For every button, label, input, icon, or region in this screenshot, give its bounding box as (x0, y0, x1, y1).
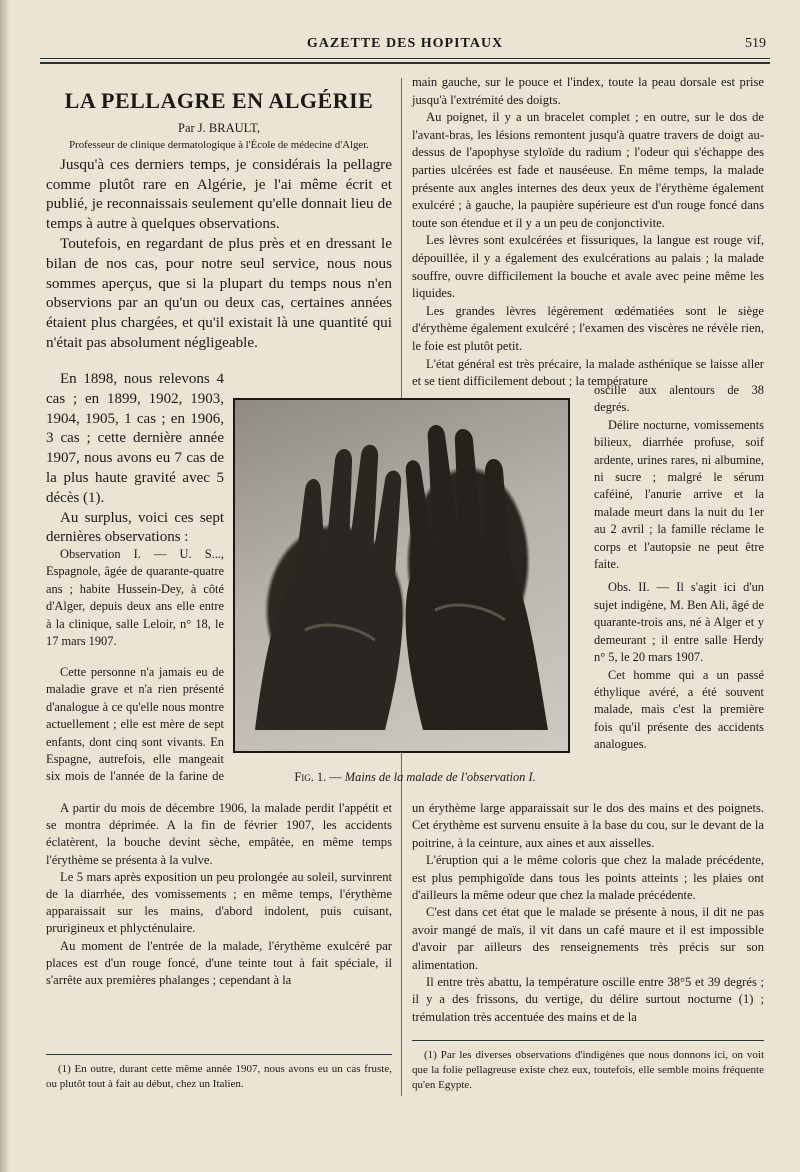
observation-1-paragraph: Le 5 mars après exposition un peu prolongée au soleil, survinrent de la diarrhée, des vomissements ; en même temps, l'érythème apparaissait sur les mains, d'abord indolent, puis cuisant, prurigineux et phlycténulaire. (46, 869, 392, 936)
header-rule-thick (40, 62, 770, 64)
running-head (40, 36, 770, 56)
right-paragraph: Les lèvres sont exulcérées et fissuriques, la langue est rouge vif, dépouillée, il y a également des exulcérations au palais ; la malade souffre, ouvre difficilement la bouche et avale avec peine même les liquides. (412, 233, 764, 301)
right-paragraph: L'état général est très précaire, la malade asthénique se laisse aller et se tient difficilement debout ; la température (412, 356, 764, 389)
figure-hands-photo (233, 398, 570, 753)
right-hand-shape (406, 425, 548, 730)
left-beside-figure (46, 370, 224, 548)
right-paragraph: Au poignet, il y a un bracelet complet ; en outre, sur le dos de l'avant-bras, les lésions remontent jusqu'à quatre travers de doigt au-dessus de l'apophyse styloïde du radium ; l'odeur qui s'échappe des parties ulcérées est fade et nauséeuse. En même temps, la malade présente aux angles internes des deux yeux de l'érythème également exulcéré ; à gauche, la paupière supérieure est d'un rouge foncé dans toute son étendue et il y a un peu de conjonctivite. (412, 110, 764, 230)
right-beside-figure (594, 382, 764, 754)
left-footnote (46, 1062, 392, 1092)
right-column-top (412, 74, 764, 391)
observation-1-paragraph: Cette personne n'a jamais eu de maladie grave et n'a rien présenté d'analogue à ce qu'elle nous montre actuellement ; elle est mère de sept enfants, dont cinq sont vivants. En Espagne, autrefois, elle mangeait six mois de l'année de la farine de (46, 665, 224, 784)
page-binding-shadow (0, 0, 10, 1172)
lede-paragraph: En 1898, nous relevons 4 cas ; en 1899, 1902, 1903, 1904, 1905, 1 cas ; en 1906, 3 cas ; cette dernière année 1907, nous avons eu 7 cas de la plus haute gravité avec 5 décès (1). (46, 371, 224, 506)
observation-1-paragraph: Au moment de l'entrée de la malade, l'érythème exulcéré par places est d'un rouge foncé, d'une teinte tout à fait spéciale, il s'arrête aux premières phalanges ; cependant à la (46, 938, 392, 988)
right-paragraph: Délire nocturne, vomissements bilieux, diarrhée profuse, soif ardente, urines rares, ni albumine, ni sucre ; malgré le sérum caféiné, l'anurie arrive et la malade meurt dans la nuit du 1er au 2 avril ; la famille réclame le corps et l'autopsie ne peut être faite. (594, 417, 764, 572)
running-title: GAZETTE DES HOPITAUX (306, 36, 504, 51)
right-footnote-rule (412, 1040, 764, 1041)
observation-1-paragraph: A partir du mois de décembre 1906, la malade perdit l'appétit et se montra déprimée. A la fin de février 1907, les accidents éclatèrent, la bouche devint sèche, empâtée, en même temps l'érythème se présenta à la vulve. (46, 801, 392, 867)
right-paragraph: Les grandes lèvres légèrement œdématiées sont le siège d'érythème également exulcéré ; l'examen des viscères ne révèle rien, le foie est plutôt petit. (412, 303, 764, 353)
right-paragraph: un érythème large apparaissait sur le dos des mains et des poignets. Cet érythème est survenu ensuite à la base du cou, sur le devant de la poitrine, à la ceinture, aux aines et aux aisselles. (412, 801, 764, 850)
lede-paragraph: Au surplus, voici ces sept dernières observations : (46, 509, 224, 546)
affiliation: Professeur de clinique dermatologique à l'École de médecine d'Alger. (69, 139, 369, 152)
article-title: LA PELLAGRE EN ALGÉRIE (64, 88, 374, 113)
footnote-text: (1) Par les diverses observations d'indigènes que nous donnons ici, on voit que la folie pellagreuse existe chez eux, toutefois, elle semble moins fréquente qu'en Egypte. (412, 1049, 764, 1091)
observation-1-second-paragraph (46, 664, 224, 784)
hands-illustration (235, 400, 568, 751)
observation-1-paragraph: Observation I. — U. S..., Espagnole, âgée de quarante-quatre ans ; habite Hussein-Dey, à côté d'Alger, depuis deux ans elle entre à la clinique, salle Leloir, n° 18, le 17 mars 1907. (46, 547, 224, 649)
figure-caption-text: Mains de la malade de l'observation I. (344, 770, 536, 784)
lede-paragraph: Jusqu'à ces derniers temps, je considérais la pellagre comme plutôt rare en Algérie, je l'ai même écrit et publié, je reconnaissais seulement qu'elle donnait lieu de temps à autre à quelques observations. (46, 155, 392, 233)
figure-caption (270, 770, 560, 785)
right-paragraph: L'éruption qui a le même coloris que chez la malade précédente, est plus pemphigoïde dans tous les points atteints ; les plaies ont d'ailleurs la même odeur que chez la malade précédente. (412, 853, 764, 903)
header-rule-thin (40, 58, 770, 59)
observation-1-continued (46, 800, 392, 989)
observation-1-beside (46, 546, 224, 650)
footnote-text: (1) En outre, durant cette même année 1907, nous avons eu un cas fruste, ou plutôt tout à fait au début, chez un Italien. (46, 1063, 392, 1090)
right-paragraph: Cet homme qui a un passé éthylique avéré, a été souvent malade, mais c'est la première fois qu'il présente des accidents analogues. (594, 667, 764, 752)
byline: Par J. BRAULT, (178, 120, 260, 135)
right-paragraph: Il entre très abattu, la température oscille entre 38°5 et 39 degrés ; il y a des frissons, du vertige, du délire surtout nocturne (1) ; trémulation très accentuée des mains et de la (412, 975, 764, 1024)
lede-paragraph: Toutefois, en regardant de plus près et en dressant le bilan de nos cas, pour notre seul service, nous nous sommes aperçus, que si la plupart du temps nous n'en observions par an qu'un ou deux cas, certaines années étaient plus chargées, et qu'il existait là une quantité qui n'était pas absolument négligeable. (46, 234, 392, 351)
right-paragraph: main gauche, sur le pouce et l'index, toute la peau dorsale est prise jusqu'à l'extrémité des doigts. (412, 75, 764, 107)
left-column (46, 78, 392, 353)
page-number: 519 (745, 36, 766, 51)
figure-caption-prefix: Fig. 1. — (294, 770, 342, 784)
right-footnote (412, 1048, 764, 1093)
right-paragraph: C'est dans cet état que le malade se présente à nous, il dit ne pas avoir mangé de maïs, il vit dans un café maure et il est impossible d'avoir par ailleurs des renseignements très précis sur son alimentation. (412, 905, 764, 972)
left-footnote-rule (46, 1054, 392, 1055)
right-paragraph: Obs. II. — Il s'agit ici d'un sujet indigène, M. Ben Ali, âgé de quarante-trois ans, né à Alger et y demeurant ; il entre salle Herdy n° 5, le 20 mars 1907. (594, 580, 764, 665)
left-hand-shape (255, 445, 402, 730)
lede (46, 155, 392, 353)
right-column-bottom (412, 800, 764, 1026)
right-paragraph: oscille aux alentours de 38 degrés. (594, 383, 764, 415)
